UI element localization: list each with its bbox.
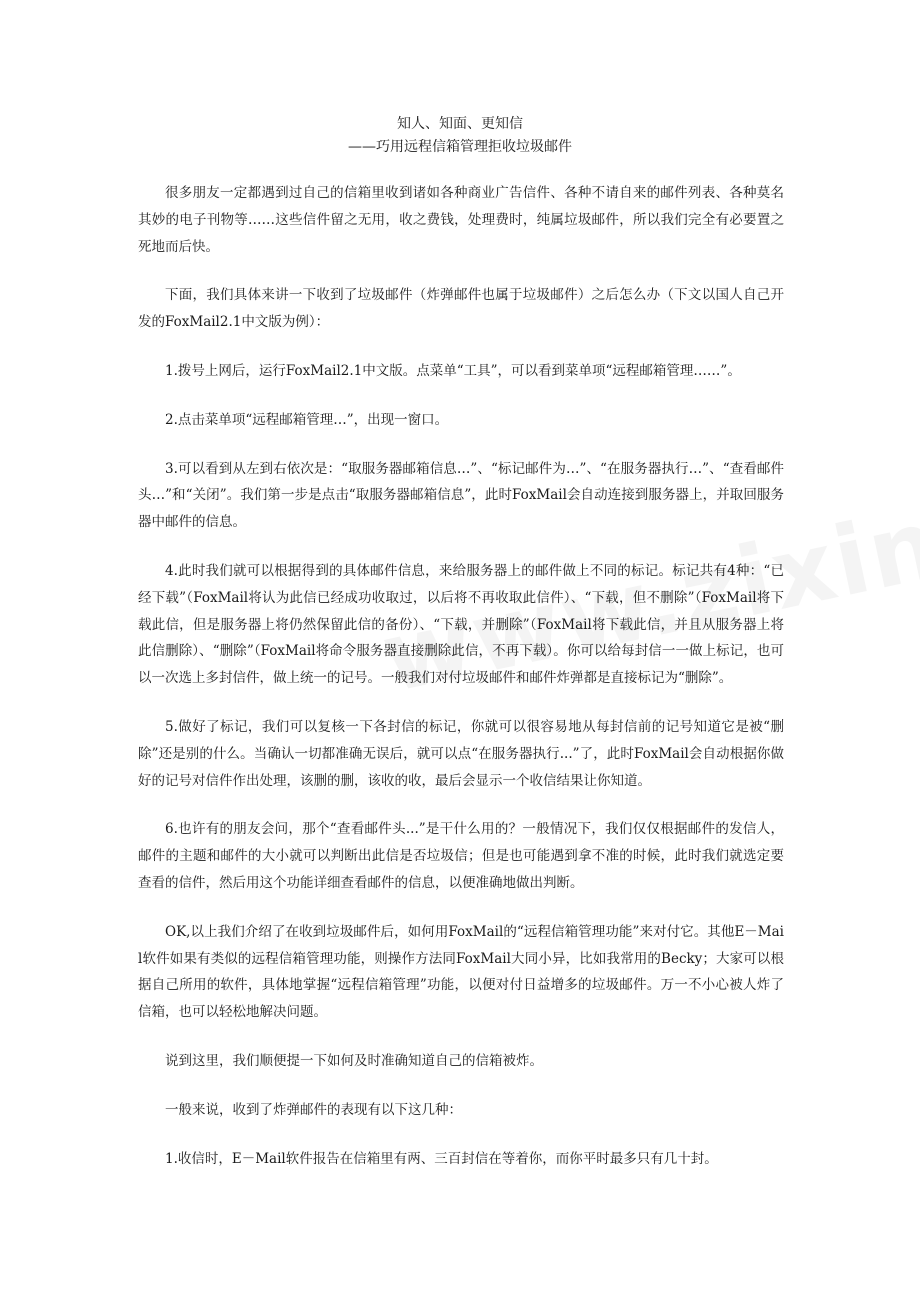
paragraph-step-2: 2.点击菜单项“远程邮箱管理…”，出现一窗口。 [165, 411, 449, 428]
paragraph-symptom-1: 1.收信时，E－Mail软件报告在信箱里有两、三百封信在等着你，而你平时最多只有几十封。 [165, 1150, 718, 1167]
paragraph-overview: 下面，我们具体来讲一下收到了垃圾邮件（炸弹邮件也属于垃圾邮件）之后怎么办（下文以国人自己开发的FoxMail2.1中文版为例）： [138, 287, 784, 331]
paragraph-step-1: 1.拨号上网后，运行FoxMail2.1中文版。点菜单“工具”，可以看到菜单项“远程邮箱管理……”。 [165, 362, 741, 379]
paragraph-summary: OK,以上我们介绍了在收到垃圾邮件后，如何用FoxMail的“远程信箱管理功能”来对付它。其他E－Mail软件如果有类似的远程信箱管理功能，则操作方法同FoxMail大同小异，比如我常用的Becky；大家可以根据自己所用的软件，具体地掌握“远程信箱管理”功能，以便对付日益增多的垃圾邮件。万一不小心被人炸了信箱，也可以轻松地解决问题。 [138, 923, 784, 1021]
paragraph-step-4: 4.此时我们就可以根据得到的具体邮件信息，来给服务器上的邮件做上不同的标记。标记共有4种：“已经下载”（FoxMail将认为此信已经成功收取过，以后将不再收取此信件）、“下载，但不删除”（FoxMail将下载此信，但是服务器上将仍然保留此信的备份）、“下载，并删除”（FoxMail将下载此信，并且从服务器上将此信删除）、“删除”（FoxMail将命令服务器直接删除此信，不再下载）。你可以给每封信一一做上标记，也可以一次选上多封信件，做上统一的记号。一般我们对付垃圾邮件和邮件炸弹都是直接标记为“删除”。 [138, 562, 784, 687]
document-title: 知人、知面、更知信 [397, 116, 523, 132]
paragraph-intro: 很多朋友一定都遇到过自己的信箱里收到诸如各种商业广告信件、各种不请自来的邮件列表、各种莫名其妙的电子刊物等……这些信件留之无用，收之费钱，处理费时，纯属垃圾邮件，所以我们完全有必要置之死地而后快。 [138, 185, 784, 255]
paragraph-step-5: 5.做好了标记，我们可以复核一下各封信的标记，你就可以很容易地从每封信前的记号知道它是被“删除”还是别的什么。当确认一切都准确无误后，就可以点“在服务器执行...”了，此时FoxMail会自动根据你做好的记号对信件作出处理，该删的删，该收的收，最后会显示一个收信结果让你知道。 [138, 718, 784, 789]
paragraph-step-3: 3.可以看到从左到右依次是：“取服务器邮箱信息…”、“标记邮件为…”、“在服务器执行…”、“查看邮件头…”和“关闭”。我们第一步是点击“取服务器邮箱信息”，此时FoxMail会自动连接到服务器上，并取回服务器中邮件的信息。 [138, 460, 784, 531]
paragraph-symptoms-intro: 一般来说，收到了炸弹邮件的表现有以下这几种： [165, 1101, 462, 1118]
document-body [138, 180, 784, 1194]
paragraph-step-6: 6.也许有的朋友会问，那个“查看邮件头...”是干什么用的？一般情况下，我们仅仅根据邮件的发信人，邮件的主题和邮件的大小就可以判断出此信是否垃圾信；但是也可能遇到拿不准的时候，此时我们就选定要查看的信件，然后用这个功能详细查看邮件的信息，以便准确地做出判断。 [138, 821, 784, 891]
paragraph-transition: 说到这里，我们顺便提一下如何及时准确知道自己的信箱被炸。 [165, 1052, 543, 1069]
document-subtitle: ——巧用远程信箱管理拒收垃圾邮件 [348, 139, 572, 155]
